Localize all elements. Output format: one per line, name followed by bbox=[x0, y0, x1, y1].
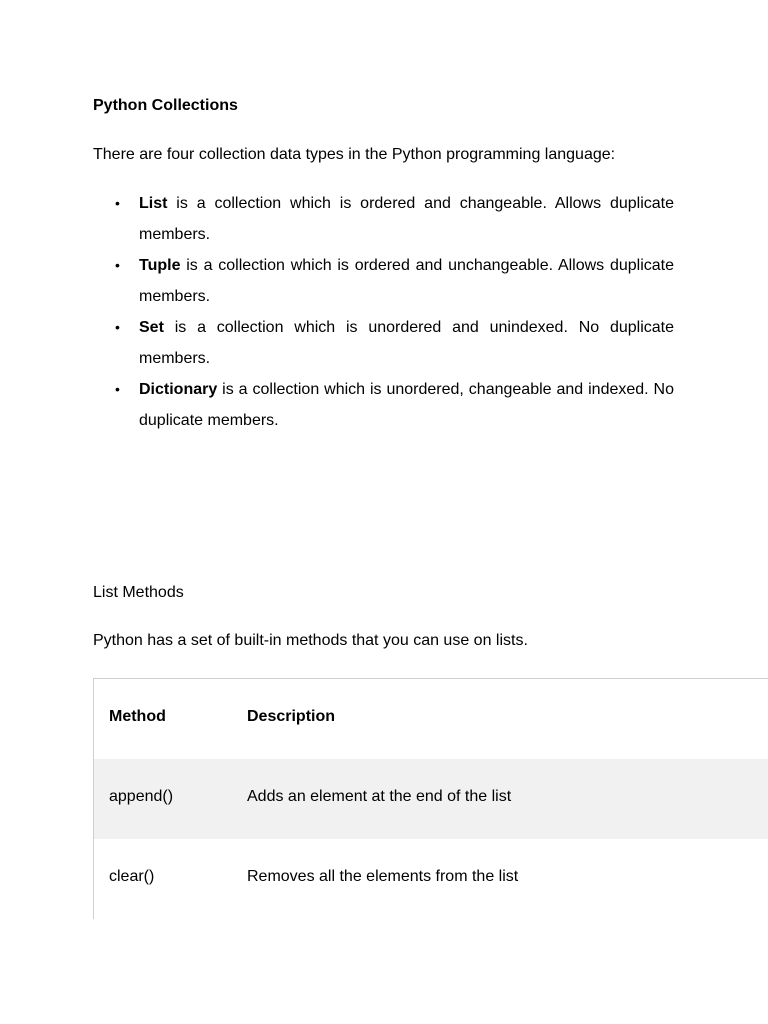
table-row bbox=[94, 839, 768, 919]
section-intro: Python has a set of built-in methods that you can use on lists. bbox=[93, 632, 528, 649]
list-item bbox=[93, 374, 674, 436]
table-row bbox=[94, 759, 768, 839]
bullet-icon: • bbox=[115, 257, 120, 273]
bullet-term: Set bbox=[139, 319, 164, 336]
page-title: Python Collections bbox=[93, 97, 238, 114]
list-item bbox=[93, 250, 674, 312]
section-title: List Methods bbox=[93, 584, 184, 601]
bullet-icon: • bbox=[115, 319, 120, 335]
table-cell-description: Removes all the elements from the list bbox=[247, 868, 519, 885]
bullet-term: Tuple bbox=[139, 257, 181, 274]
bullet-text: is a collection which is ordered and unchangeable. Allows duplicate members. bbox=[139, 257, 674, 305]
collection-types-list bbox=[93, 188, 674, 436]
methods-table bbox=[93, 678, 768, 919]
list-item bbox=[93, 188, 674, 250]
table-cell-method: clear() bbox=[109, 868, 155, 885]
bullet-icon: • bbox=[115, 381, 120, 397]
table-cell-method: append() bbox=[109, 788, 174, 805]
list-item bbox=[93, 312, 674, 374]
intro-paragraph: There are four collection data types in the Python programming language: bbox=[93, 146, 616, 163]
table-cell-description: Adds an element at the end of the list bbox=[247, 788, 512, 805]
table-header-method: Method bbox=[109, 708, 166, 725]
bullet-term: Dictionary bbox=[139, 381, 218, 398]
bullet-text: is a collection which is unordered and unindexed. No duplicate members. bbox=[139, 319, 674, 367]
table-header-description: Description bbox=[247, 708, 336, 725]
bullet-text: is a collection which is unordered, changeable and indexed. No duplicate members. bbox=[139, 381, 674, 429]
table-header-row bbox=[94, 679, 768, 759]
bullet-text: is a collection which is ordered and changeable. Allows duplicate members. bbox=[139, 195, 674, 243]
bullet-icon: • bbox=[115, 195, 120, 211]
bullet-term: List bbox=[139, 195, 168, 212]
